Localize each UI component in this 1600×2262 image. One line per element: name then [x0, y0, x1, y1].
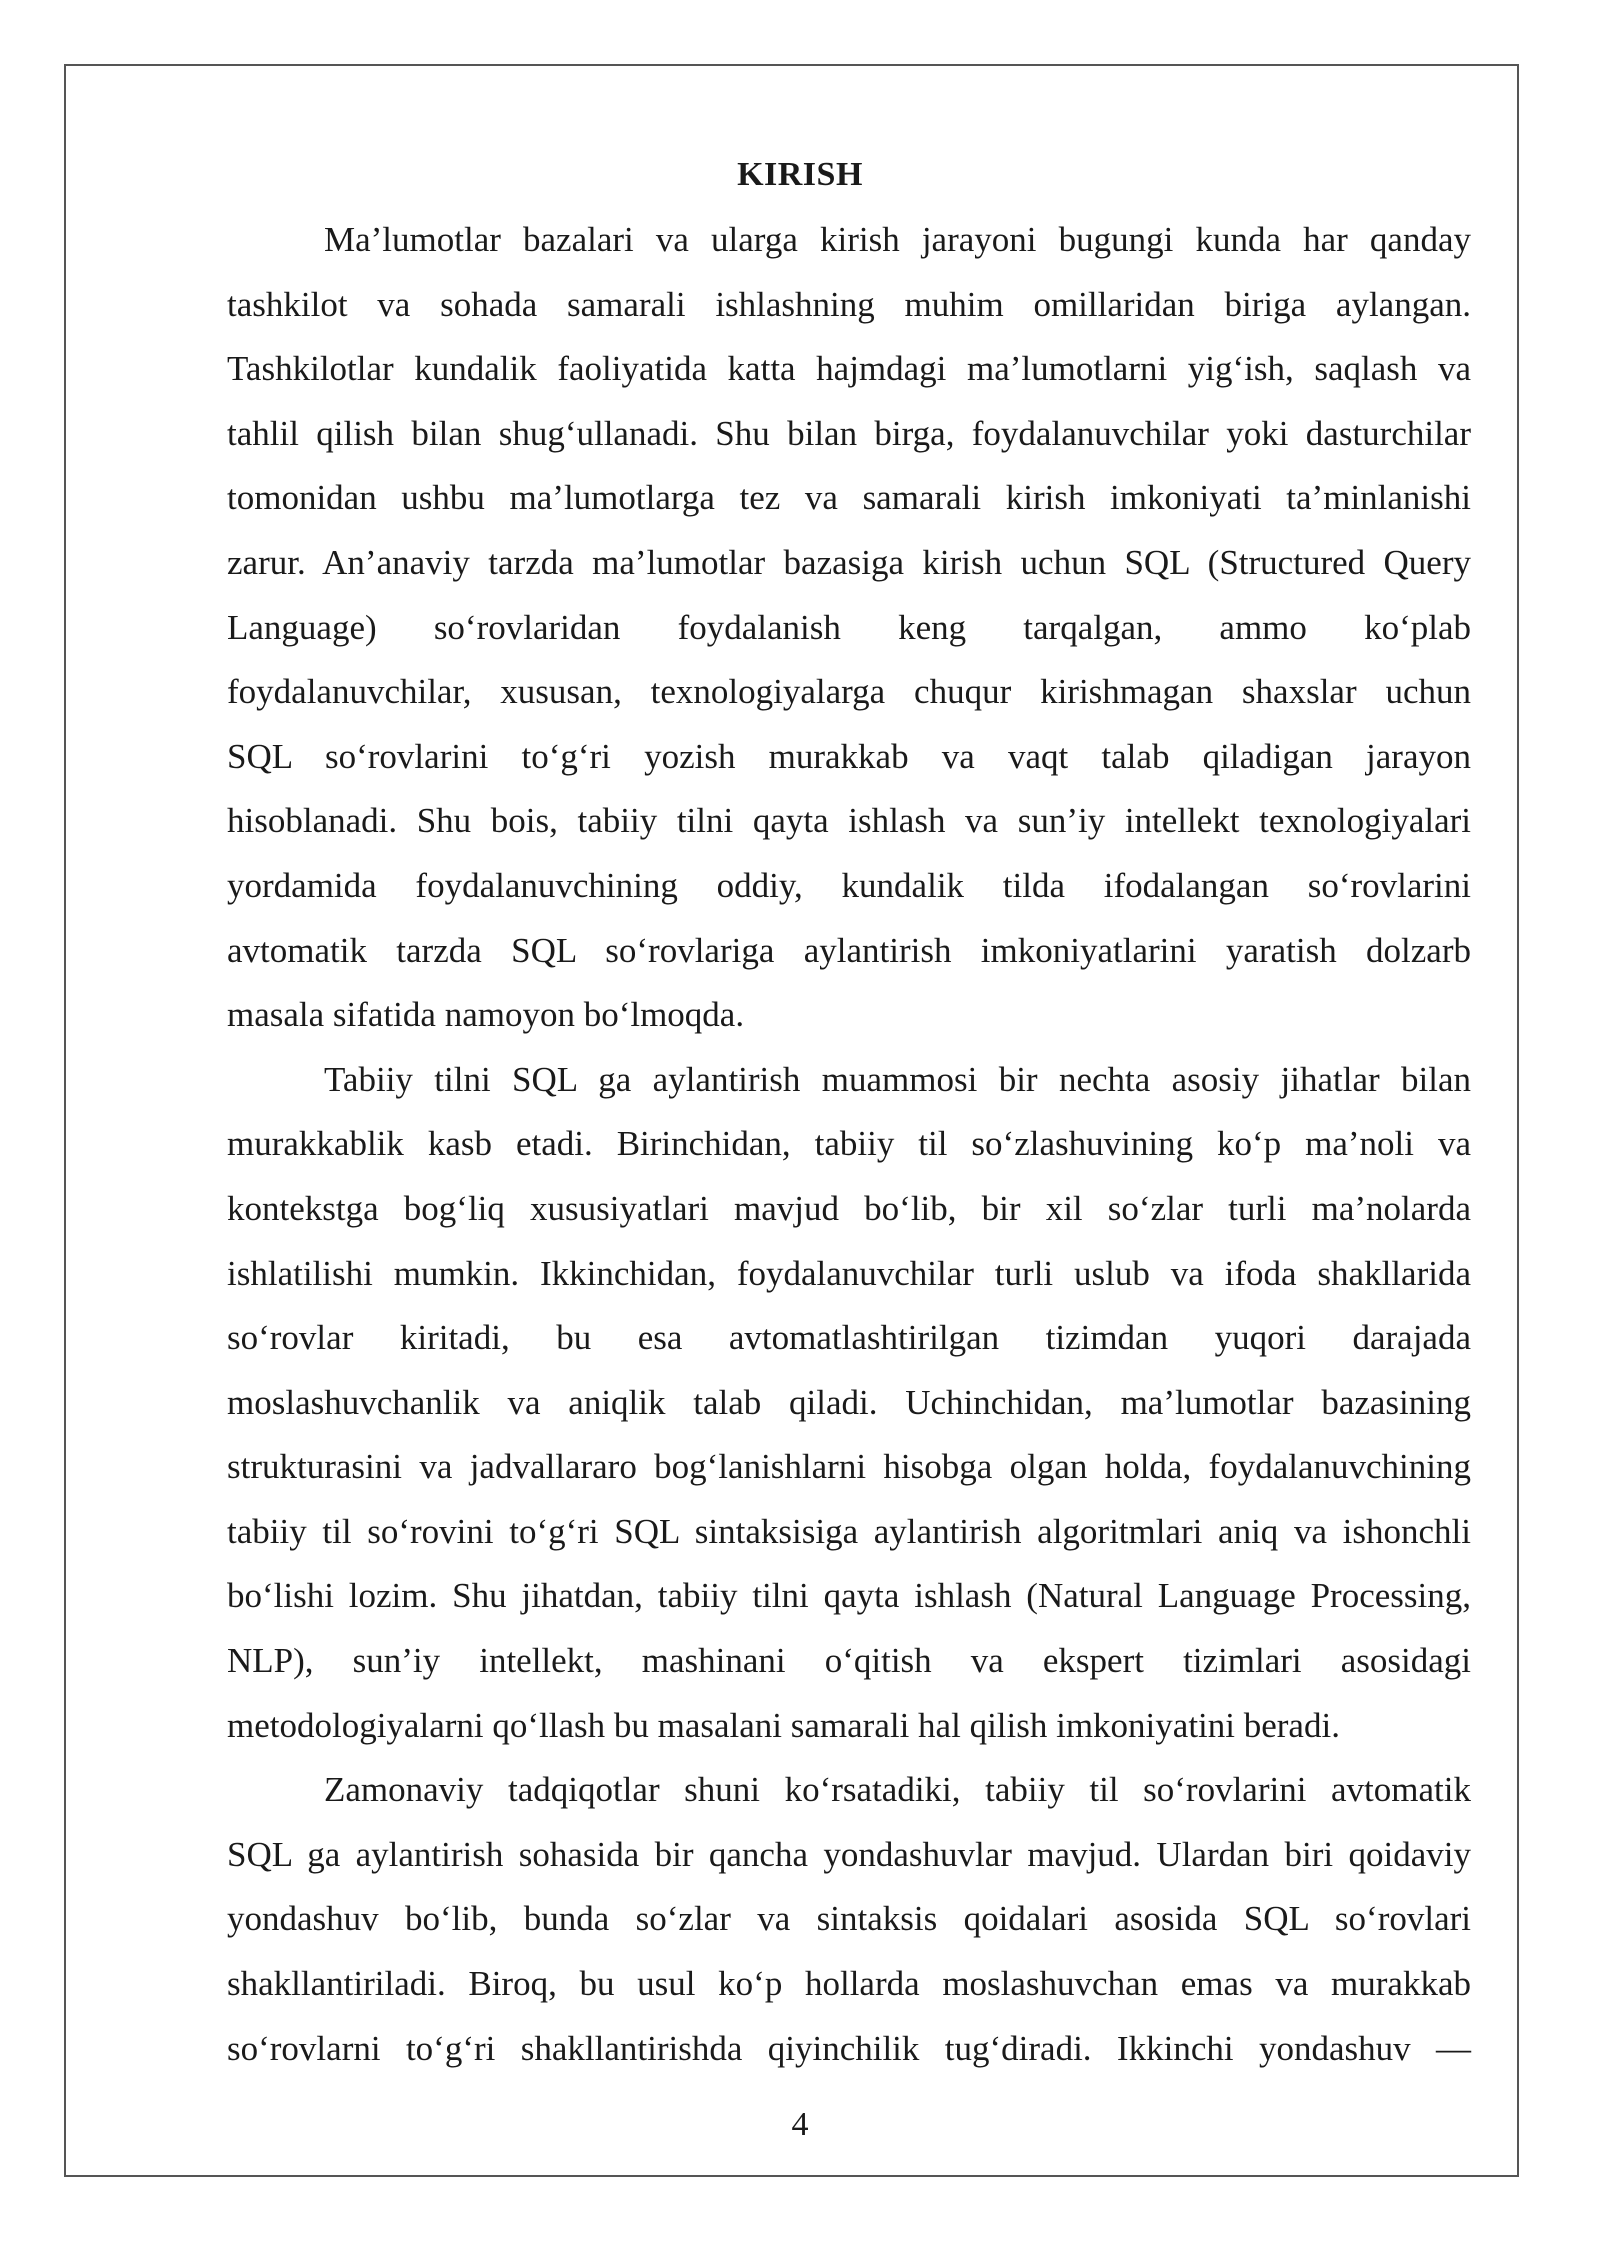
text-line: tomonidan ushbu ma’lumotlarga tez va samarali kirish imkoniyati ta’minlanishi	[227, 478, 1471, 518]
text-line: murakkablik kasb etadi. Birinchidan, tabiiy til so‘zlashuvining ko‘p ma’noli va	[227, 1124, 1471, 1164]
text-line: yordamida foydalanuvchining oddiy, kundalik tilda ifodalangan so‘rovlarini	[227, 865, 1471, 905]
text-line: tahlil qilish bilan shug‘ullanadi. Shu bilan birga, foydalanuvchilar yoki dasturchilar	[227, 413, 1471, 453]
text-line: ishlatilishi mumkin. Ikkinchidan, foydalanuvchilar turli uslub va ifoda shakllarida	[227, 1253, 1471, 1293]
text-line: kontekstga bog‘liq xususiyatlari mavjud bo‘lib, bir xil so‘zlar turli ma’nolarda	[227, 1188, 1471, 1228]
text-line: Language) so‘rovlaridan foydalanish keng tarqalgan, ammo ko‘plab	[227, 607, 1471, 647]
page-number: 4	[791, 2106, 809, 2143]
text-line: avtomatik tarzda SQL so‘rovlariga aylantirish imkoniyatlarini yaratish dolzarb	[227, 930, 1471, 970]
paragraph	[227, 1048, 1471, 1759]
text-line: strukturasini va jadvallararo bog‘lanishlarni hisobga olgan holda, foydalanuvchining	[227, 1447, 1471, 1487]
text-line: moslashuvchanlik va aniqlik talab qiladi. Uchinchidan, ma’lumotlar bazasining	[227, 1382, 1471, 1422]
text-line: shakllantiriladi. Biroq, bu usul ko‘p hollarda moslashuvchan emas va murakkab	[227, 1964, 1471, 2004]
text-line: SQL ga aylantirish sohasida bir qancha yondashuvlar mavjud. Ulardan biri qoidaviy	[227, 1834, 1471, 1874]
text-line: Zamonaviy tadqiqotlar shuni ko‘rsatadiki, tabiiy til so‘rovlarini avtomatik	[324, 1770, 1471, 1810]
paragraph	[227, 208, 1471, 1048]
text-line: masala sifatida namoyon bo‘lmoqda.	[227, 995, 745, 1035]
text-line: SQL so‘rovlarini to‘g‘ri yozish murakkab va vaqt talab qiladigan jarayon	[227, 736, 1471, 776]
text-line: bo‘lishi lozim. Shu jihatdan, tabiiy tilni qayta ishlash (Natural Language Processing,	[227, 1576, 1471, 1616]
text-line: zarur. An’anaviy tarzda ma’lumotlar bazasiga kirish uchun SQL (Structured Query	[227, 542, 1471, 582]
text-line: metodologiyalarni qo‘llash bu masalani samarali hal qilish imkoniyatini beradi.	[227, 1705, 1340, 1745]
text-line: foydalanuvchilar, xususan, texnologiyalarga chuqur kirishmagan shaxslar uchun	[227, 672, 1471, 712]
text-line: tabiiy til so‘rovini to‘g‘ri SQL sintaksisiga aylantirish algoritmlari aniq va ishonchli	[227, 1511, 1471, 1551]
text-line: Tabiiy tilni SQL ga aylantirish muammosi bir nechta asosiy jihatlar bilan	[324, 1059, 1471, 1099]
text-line: yondashuv bo‘lib, bunda so‘zlar va sintaksis qoidalari asosida SQL so‘rovlari	[227, 1899, 1471, 1939]
text-line: so‘rovlar kiritadi, bu esa avtomatlashtirilgan tizimdan yuqori darajada	[227, 1318, 1471, 1358]
text-line: Ma’lumotlar bazalari va ularga kirish jarayoni bugungi kunda har qanday	[324, 220, 1471, 259]
text-line: NLP), sun’iy intellekt, mashinani o‘qitish va ekspert tizimlari asosidagi	[227, 1641, 1471, 1681]
body-text	[227, 208, 1471, 2081]
text-line: tashkilot va sohada samarali ishlashning muhim omillaridan biriga aylangan.	[227, 284, 1471, 324]
text-line: so‘rovlarni to‘g‘ri shakllantirishda qiyinchilik tug‘diradi. Ikkinchi yondashuv —	[227, 2028, 1471, 2068]
paragraph	[227, 1758, 1471, 2081]
section-heading: KIRISH	[737, 156, 863, 193]
text-line: hisoblanadi. Shu bois, tabiiy tilni qayta ishlash va sun’iy intellekt texnologiyalari	[227, 801, 1471, 841]
text-line: Tashkilotlar kundalik faoliyatida katta hajmdagi ma’lumotlarni yig‘ish, saqlash va	[227, 349, 1471, 389]
